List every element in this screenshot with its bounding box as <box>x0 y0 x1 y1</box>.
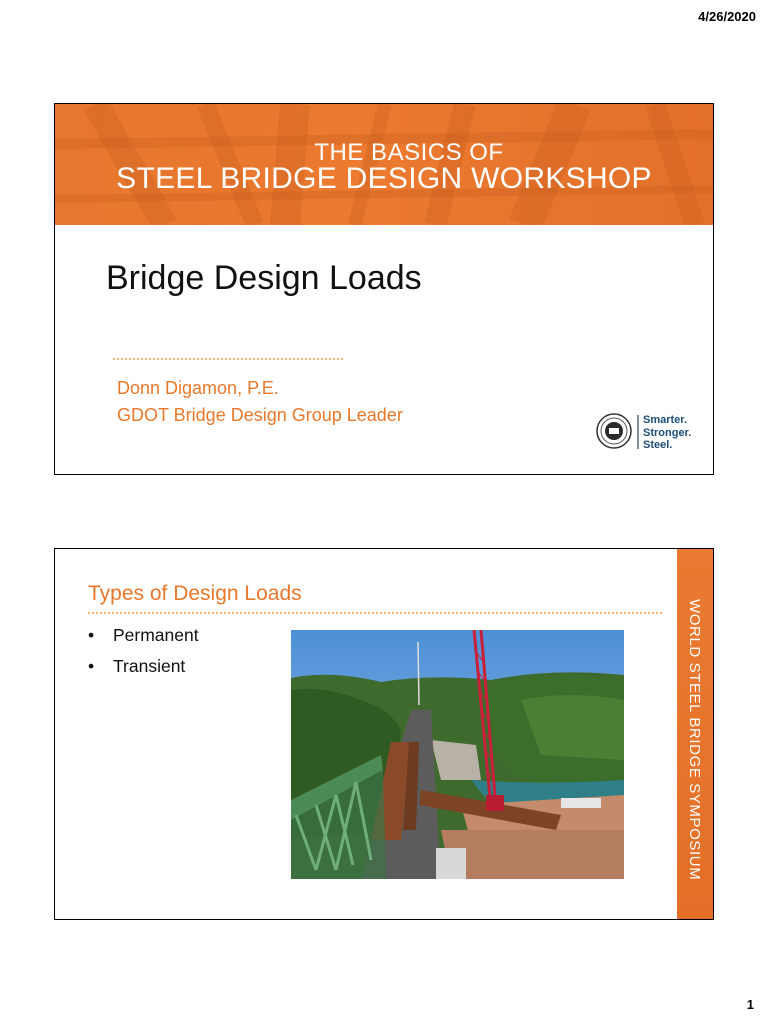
slide-title: Types of Design Loads <box>88 582 302 605</box>
bullet-icon: • <box>88 625 95 645</box>
bullet-list <box>88 625 199 687</box>
presenter-name: Donn Digamon, P.E. <box>117 378 279 398</box>
page-number: 1 <box>746 997 754 1012</box>
logo-line-3: Steel. <box>643 439 673 451</box>
logo-divider <box>637 415 639 449</box>
slide-1 <box>54 103 714 475</box>
title-banner <box>55 104 713 225</box>
symposium-sidebar <box>677 549 713 919</box>
list-item <box>88 656 199 687</box>
dotted-divider <box>88 612 662 614</box>
logo-line-1: Smarter. <box>643 414 688 426</box>
bullet-text: Permanent <box>113 625 199 645</box>
banner-title: STEEL BRIDGE DESIGN WORKSHOP <box>116 162 652 195</box>
presenter-role: GDOT Bridge Design Group Leader <box>117 405 403 425</box>
list-item <box>88 625 199 656</box>
bullet-text: Transient <box>113 656 186 676</box>
sidebar-text: WORLD STEEL BRIDGE SYMPOSIUM <box>686 599 703 881</box>
logo-line-2: Stronger. <box>643 426 692 439</box>
aisc-logo <box>596 413 696 455</box>
aisc-seal-icon <box>596 413 632 449</box>
slide-2 <box>54 548 714 920</box>
print-date: 4/26/2020 <box>698 9 756 24</box>
dotted-divider <box>113 358 343 360</box>
bullet-icon: • <box>88 656 95 676</box>
logo-tagline <box>643 414 691 452</box>
bridge-construction-photo <box>291 630 624 879</box>
slide-title: Bridge Design Loads <box>106 259 422 297</box>
banner-subtitle: THE BASICS OF <box>314 139 504 166</box>
presenter-block <box>117 375 403 429</box>
